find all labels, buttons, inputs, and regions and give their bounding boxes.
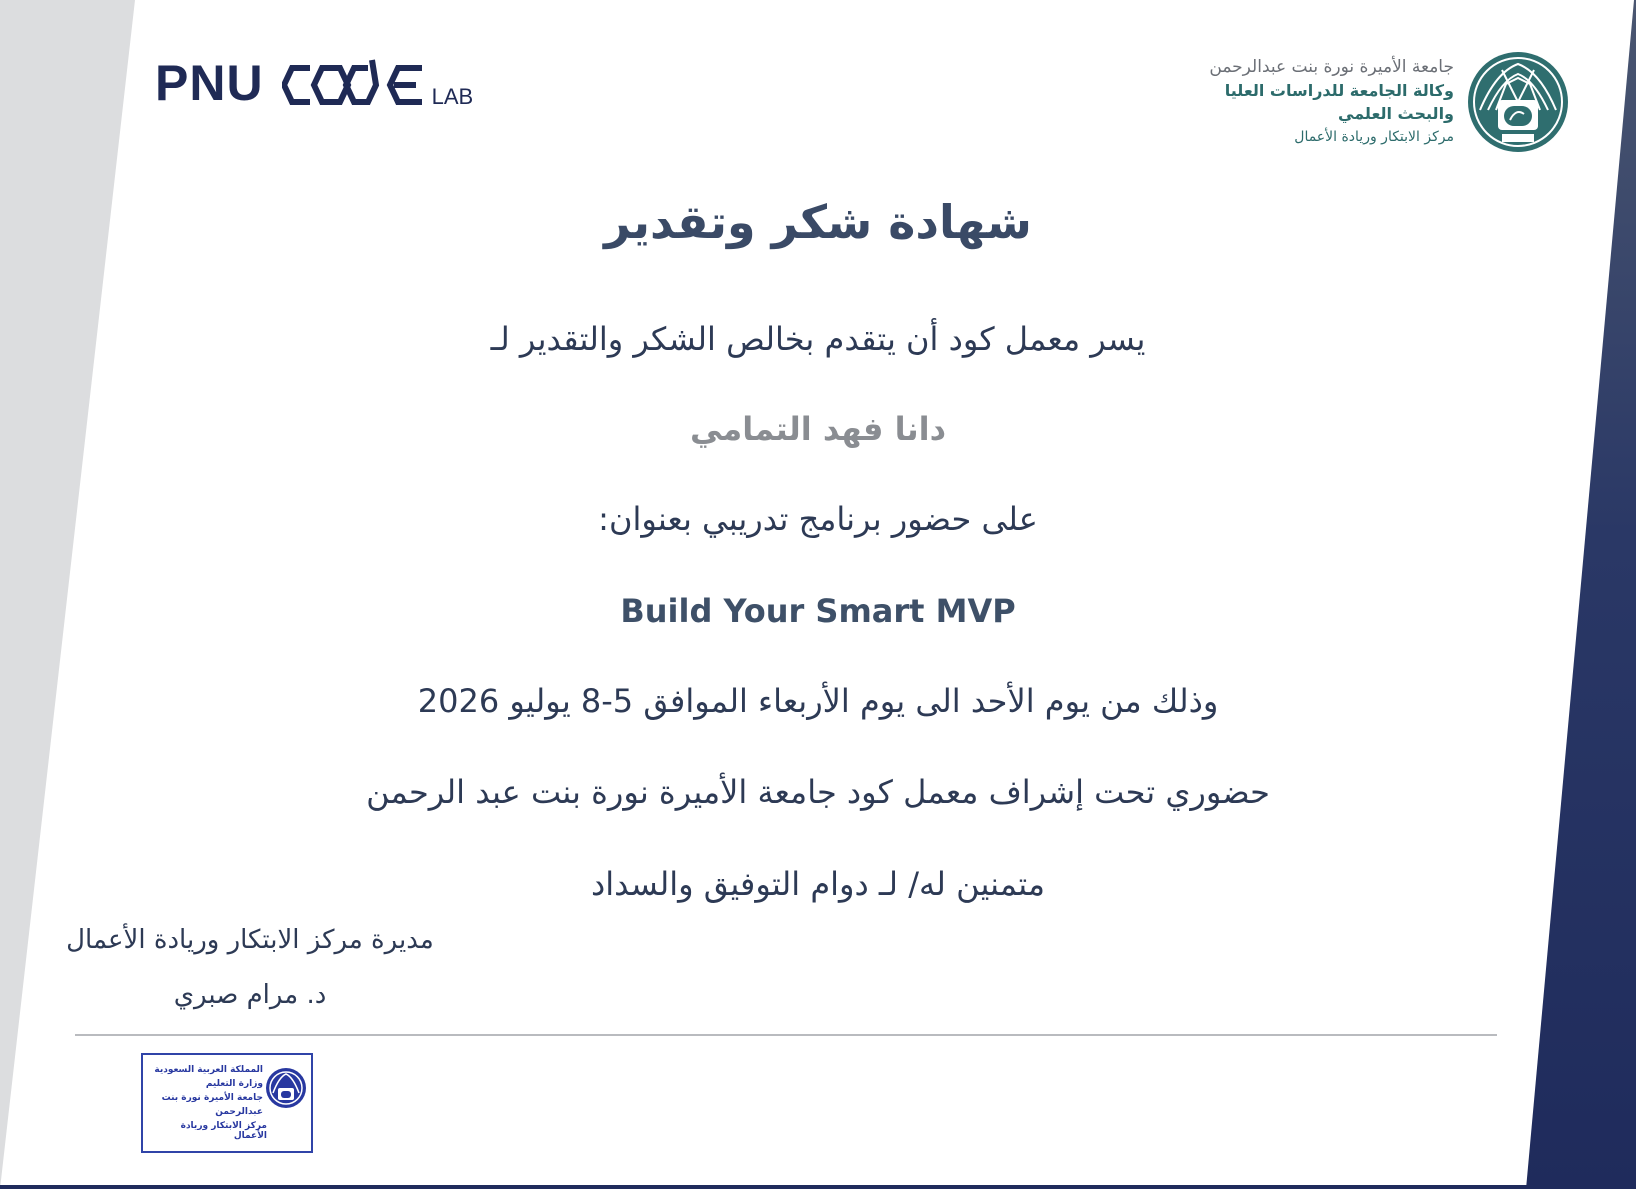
wish-line: متمنين له/ لـ دوام التوفيق والسداد	[590, 865, 1046, 903]
stamp-text-block	[145, 1063, 263, 1119]
university-text-block	[1209, 55, 1454, 149]
university-seal-icon	[1466, 50, 1570, 154]
signatory-name: د. مرام صبري	[173, 980, 327, 1010]
center-name: مركز الابتكار وريادة الأعمال	[1294, 129, 1454, 145]
divider	[75, 1034, 1497, 1036]
stamp-line-4: مركز الابتكار وريادة الأعمال	[180, 1121, 267, 1141]
attendance-line: على حضور برنامج تدريبي بعنوان:	[598, 500, 1038, 538]
pnu-logo-text: PNU	[155, 55, 264, 111]
intro-line: يسر معمل كود أن يتقدم بخالص الشكر والتقدير لـ	[490, 320, 1146, 358]
vice-rectorate-line1: وكالة الجامعة للدراسات العليا	[1224, 81, 1454, 100]
vice-rectorate-line2: والبحث العلمي	[1338, 104, 1454, 123]
university-name: جامعة الأميرة نورة بنت عبدالرحمن	[1209, 57, 1454, 77]
dates-line: وذلك من يوم الأحد الى يوم الأربعاء الموافق 5-8 يوليو 2026	[417, 682, 1219, 720]
lab-logo-text: LAB	[431, 84, 474, 109]
stamp-line-2: وزارة التعليم	[205, 1079, 263, 1089]
recipient-name: دانا فهد التمامي	[690, 410, 946, 448]
official-stamp	[141, 1053, 313, 1153]
stamp-line-1: المملكة العربية السعودية	[154, 1065, 263, 1075]
signatory-role: مديرة مركز الابتكار وريادة الأعمال	[66, 925, 434, 955]
certificate-title: شهادة شكر وتقدير	[604, 195, 1032, 249]
pnu-code-lab-logo	[155, 55, 474, 111]
bottom-strip	[0, 1185, 1636, 1189]
stamp-line-3: جامعة الأميرة نورة بنت عبدالرحمن	[161, 1093, 263, 1117]
supervision-line: حضوري تحت إشراف معمل كود جامعة الأميرة نورة بنت عبد الرحمن	[366, 773, 1270, 811]
university-header	[1209, 50, 1570, 154]
code-wordmark-icon	[282, 58, 430, 108]
stamp-seal-icon	[265, 1067, 307, 1109]
program-title: Build Your Smart MVP	[620, 592, 1016, 630]
